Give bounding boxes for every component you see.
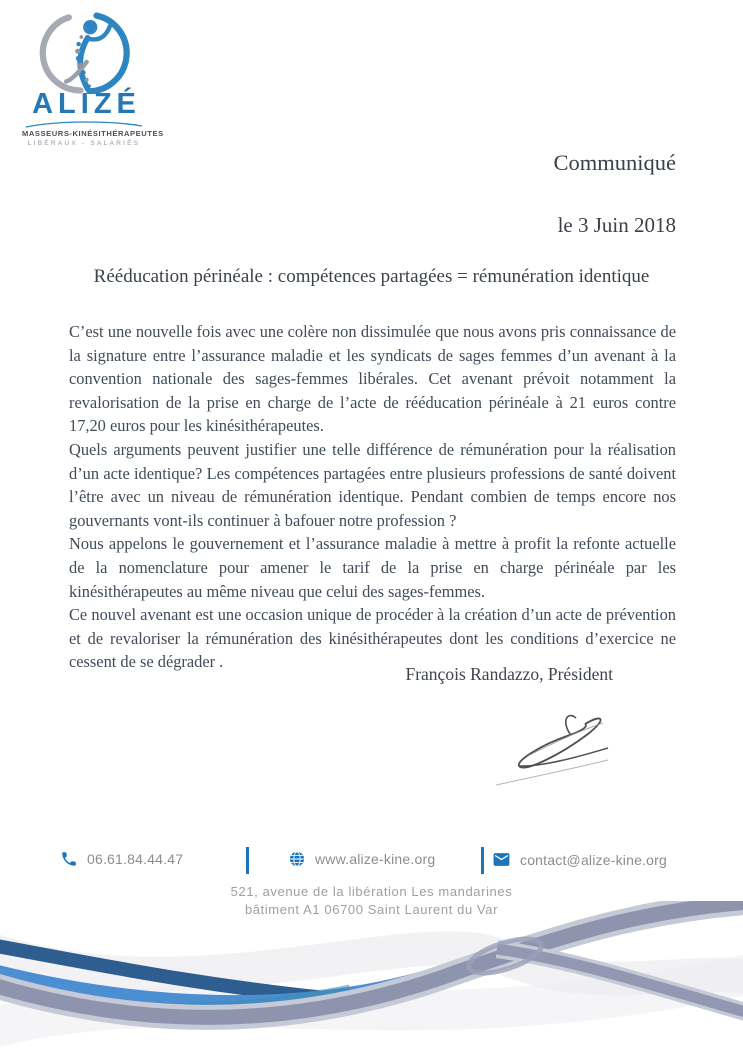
- alize-emblem-icon: [38, 12, 130, 94]
- globe-icon: [288, 850, 306, 868]
- body-text: [69, 320, 676, 674]
- phone-number: 06.61.84.44.47: [87, 851, 184, 867]
- brand-subtitle-secondary: LIBÉRAUX - SALARIÉS: [27, 140, 141, 147]
- handwritten-signature: [488, 710, 613, 790]
- footer-divider: [246, 847, 249, 874]
- paragraph: C’est une nouvelle fois avec une colère non dissimulée que nous avons pris connaissance de la signature entre l’assurance maladie et les syndicats de sages femmes d’un avenant à la convention nationale des sages-femmes libérales. Cet avenant prévoit notamment la revalorisation de la prise en charge de l’acte de rééducation périnéale à 21 euros contre 17,20 euros pour les kinésithérapeutes.: [69, 322, 676, 436]
- contact-bar: [0, 846, 743, 880]
- paragraph: Quels arguments peuvent justifier une telle différence de rémunération pour la réalisation d’un acte identique? Les compétences partagées entre plusieurs professions de santé doivent l’être avec un niveau de rémunération identique. Pendant combien de temps encore nos gouvernants vont-ils continuer à bafouer notre profession ?: [69, 439, 676, 530]
- brand-wordmark: ALIZÉ: [32, 88, 141, 120]
- document-type-label: Communiqué: [553, 150, 676, 175]
- document-title: Rééducation périnéale : compétences partagées = rémunération identique: [93, 266, 650, 287]
- brand-subtitle: MASSEURS-KINÉSITHÉRAPEUTES: [22, 129, 164, 138]
- phone-icon: [60, 850, 78, 868]
- signatory-name: François Randazzo, Président: [405, 664, 613, 684]
- website-url: www.alize-kine.org: [315, 851, 436, 867]
- footer-divider: [481, 847, 484, 874]
- address-line-1: 521, avenue de la libération Les mandarines: [230, 884, 513, 899]
- contact-website: [288, 850, 435, 868]
- document-date: le 3 Juin 2018: [557, 213, 676, 237]
- contact-email: [492, 850, 667, 869]
- contact-phone: [60, 850, 183, 868]
- paragraph: Nous appelons le gouvernement et l’assurance maladie à mettre à profit la refonte actuelle de la nomenclature pour amener le tarif de la prise en charge périnéale par les kinésithérapeutes au même niveau que celui des sages-femmes.: [69, 534, 676, 601]
- alize-logo: [22, 12, 164, 147]
- wave-decoration: [0, 901, 743, 1051]
- address-line-2: bâtiment A1 06700 Saint Laurent du Var: [244, 901, 499, 917]
- mail-icon: [492, 850, 511, 869]
- email-address: contact@alize-kine.org: [520, 851, 668, 868]
- brand-underline-swoosh-icon: [24, 120, 144, 128]
- paragraph: Ce nouvel avenant est une occasion unique de procéder à la création d’un acte de prévention et de revaloriser la rémunération des kinésithérapeutes dont les conditions d’exercice ne cessent de se dégrader .: [69, 605, 676, 672]
